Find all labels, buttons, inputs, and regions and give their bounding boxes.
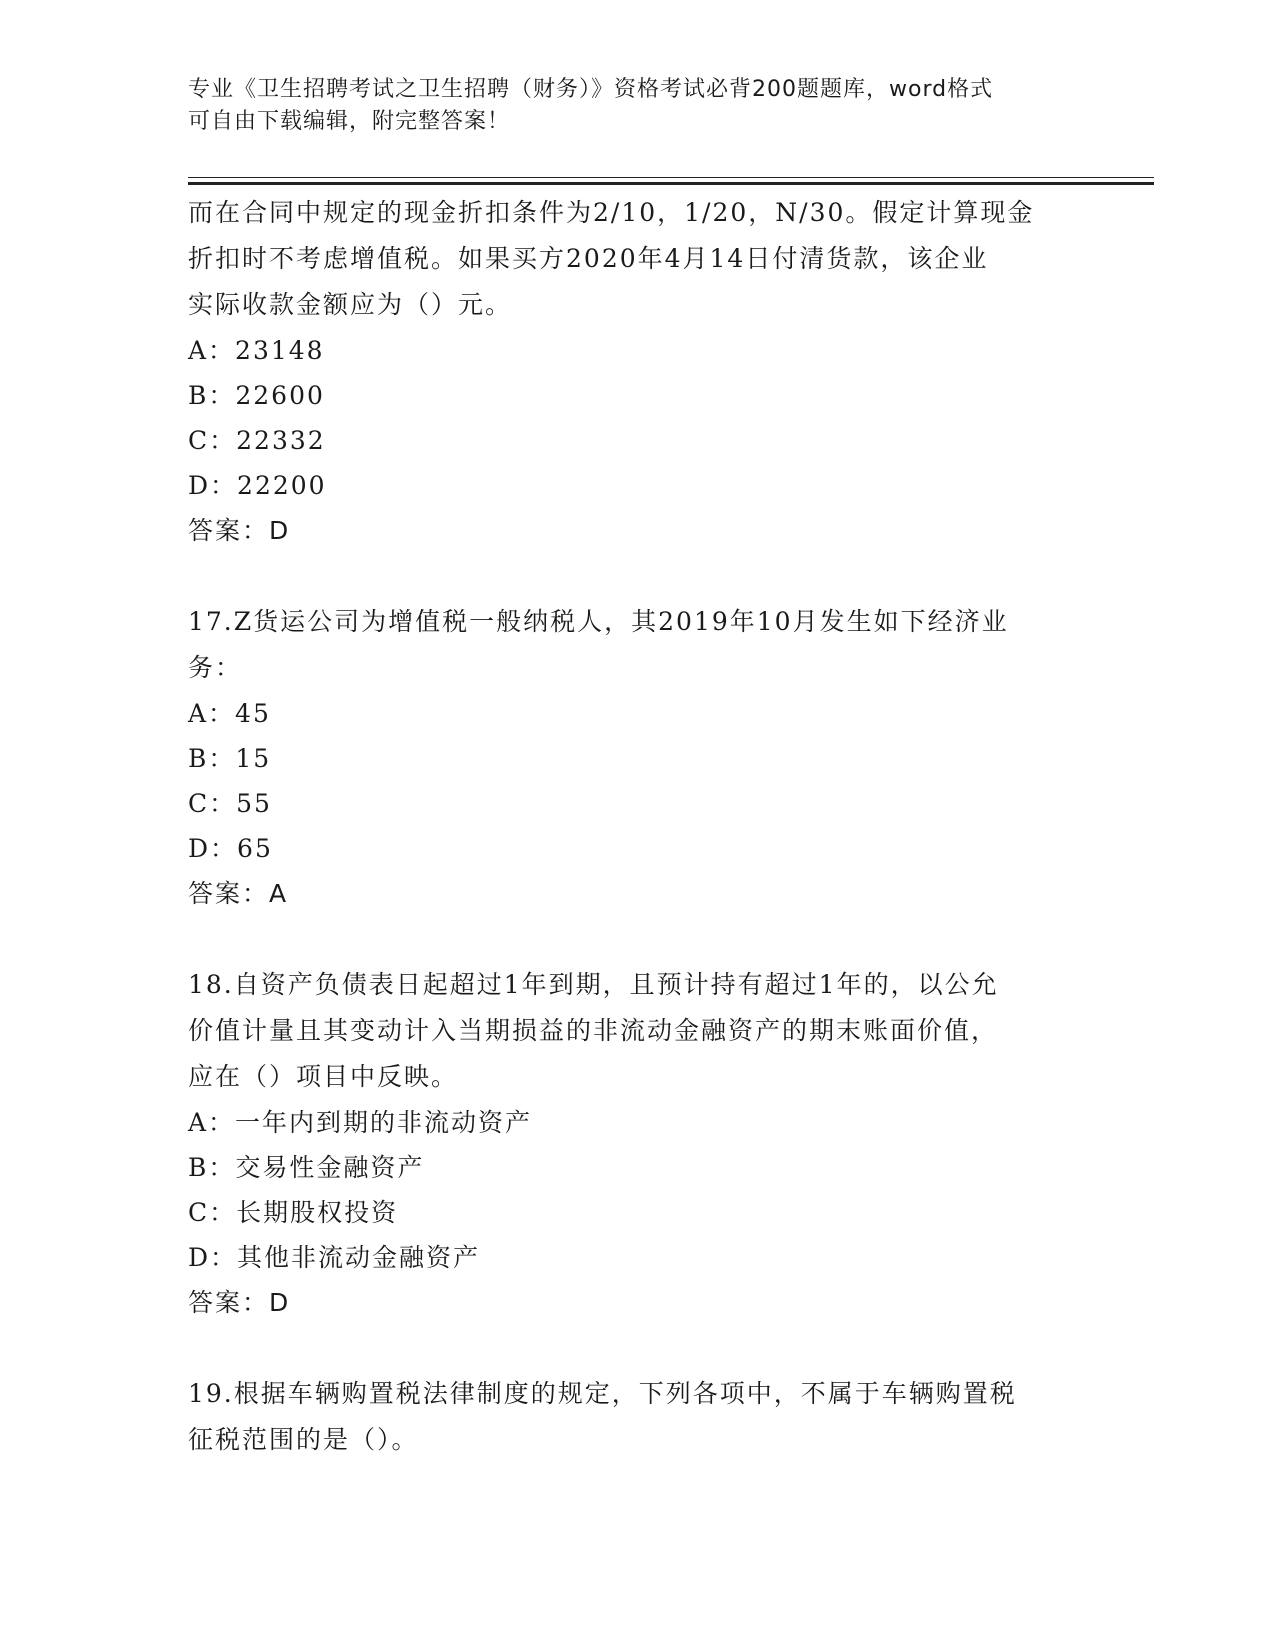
question-block <box>188 599 1088 917</box>
question-stem-line: 19.根据车辆购置税法律制度的规定，下列各项中，不属于车辆购置税 <box>188 1379 1017 1408</box>
option-d: D：22200 <box>188 471 327 500</box>
option-a: A：23148 <box>188 336 325 365</box>
header-line-1: 专业《卫生招聘考试之卫生招聘（财务）》资格考试必背200题题库，word格式 <box>188 77 994 102</box>
answer-line: 答案：D <box>188 516 291 545</box>
option-c: C：55 <box>188 789 272 818</box>
document-header <box>188 74 1078 138</box>
header-divider-thin <box>188 177 1154 178</box>
question-stem-line: 价值计量且其变动计入当期损益的非流动金融资产的期末账面价值， <box>188 1016 999 1045</box>
option-c: C：22332 <box>188 426 326 455</box>
option-b: B：22600 <box>188 381 325 410</box>
option-d: D：其他非流动金融资产 <box>188 1243 481 1272</box>
question-stem-line: 18.自资产负债表日起超过1年到期，且预计持有超过1年的，以公允 <box>188 970 999 999</box>
question-stem-line: 务： <box>188 653 243 682</box>
option-b: B：交易性金融资产 <box>188 1153 425 1182</box>
option-b: B：15 <box>188 744 272 773</box>
question-stem-line: 而在合同中规定的现金折扣条件为2/10，1/20，N/30。假定计算现金 <box>188 198 1035 227</box>
option-c: C：长期股权投资 <box>188 1198 399 1227</box>
question-block <box>188 962 1088 1326</box>
answer-line: 答案：D <box>188 1288 291 1317</box>
question-block <box>188 1371 1088 1463</box>
option-a: A：45 <box>188 699 271 728</box>
question-stem-line: 折扣时不考虑增值税。如果买方2020年4月14日付清货款，该企业 <box>188 244 989 273</box>
option-d: D：65 <box>188 834 273 863</box>
header-line-2: 可自由下载编辑，附完整答案！ <box>188 109 511 134</box>
question-stem-line: 征税范围的是（）。 <box>188 1425 419 1454</box>
question-stem-line: 应在（）项目中反映。 <box>188 1062 459 1091</box>
header-divider-thick <box>188 182 1154 185</box>
answer-line: 答案：A <box>188 879 289 908</box>
question-block <box>188 190 1088 554</box>
question-stem-line: 17.Z货运公司为增值税一般纳税人，其2019年10月发生如下经济业 <box>188 607 1009 636</box>
question-list <box>188 190 1088 1463</box>
option-a: A：一年内到期的非流动资产 <box>188 1108 533 1137</box>
question-stem-line: 实际收款金额应为（）元。 <box>188 290 513 319</box>
